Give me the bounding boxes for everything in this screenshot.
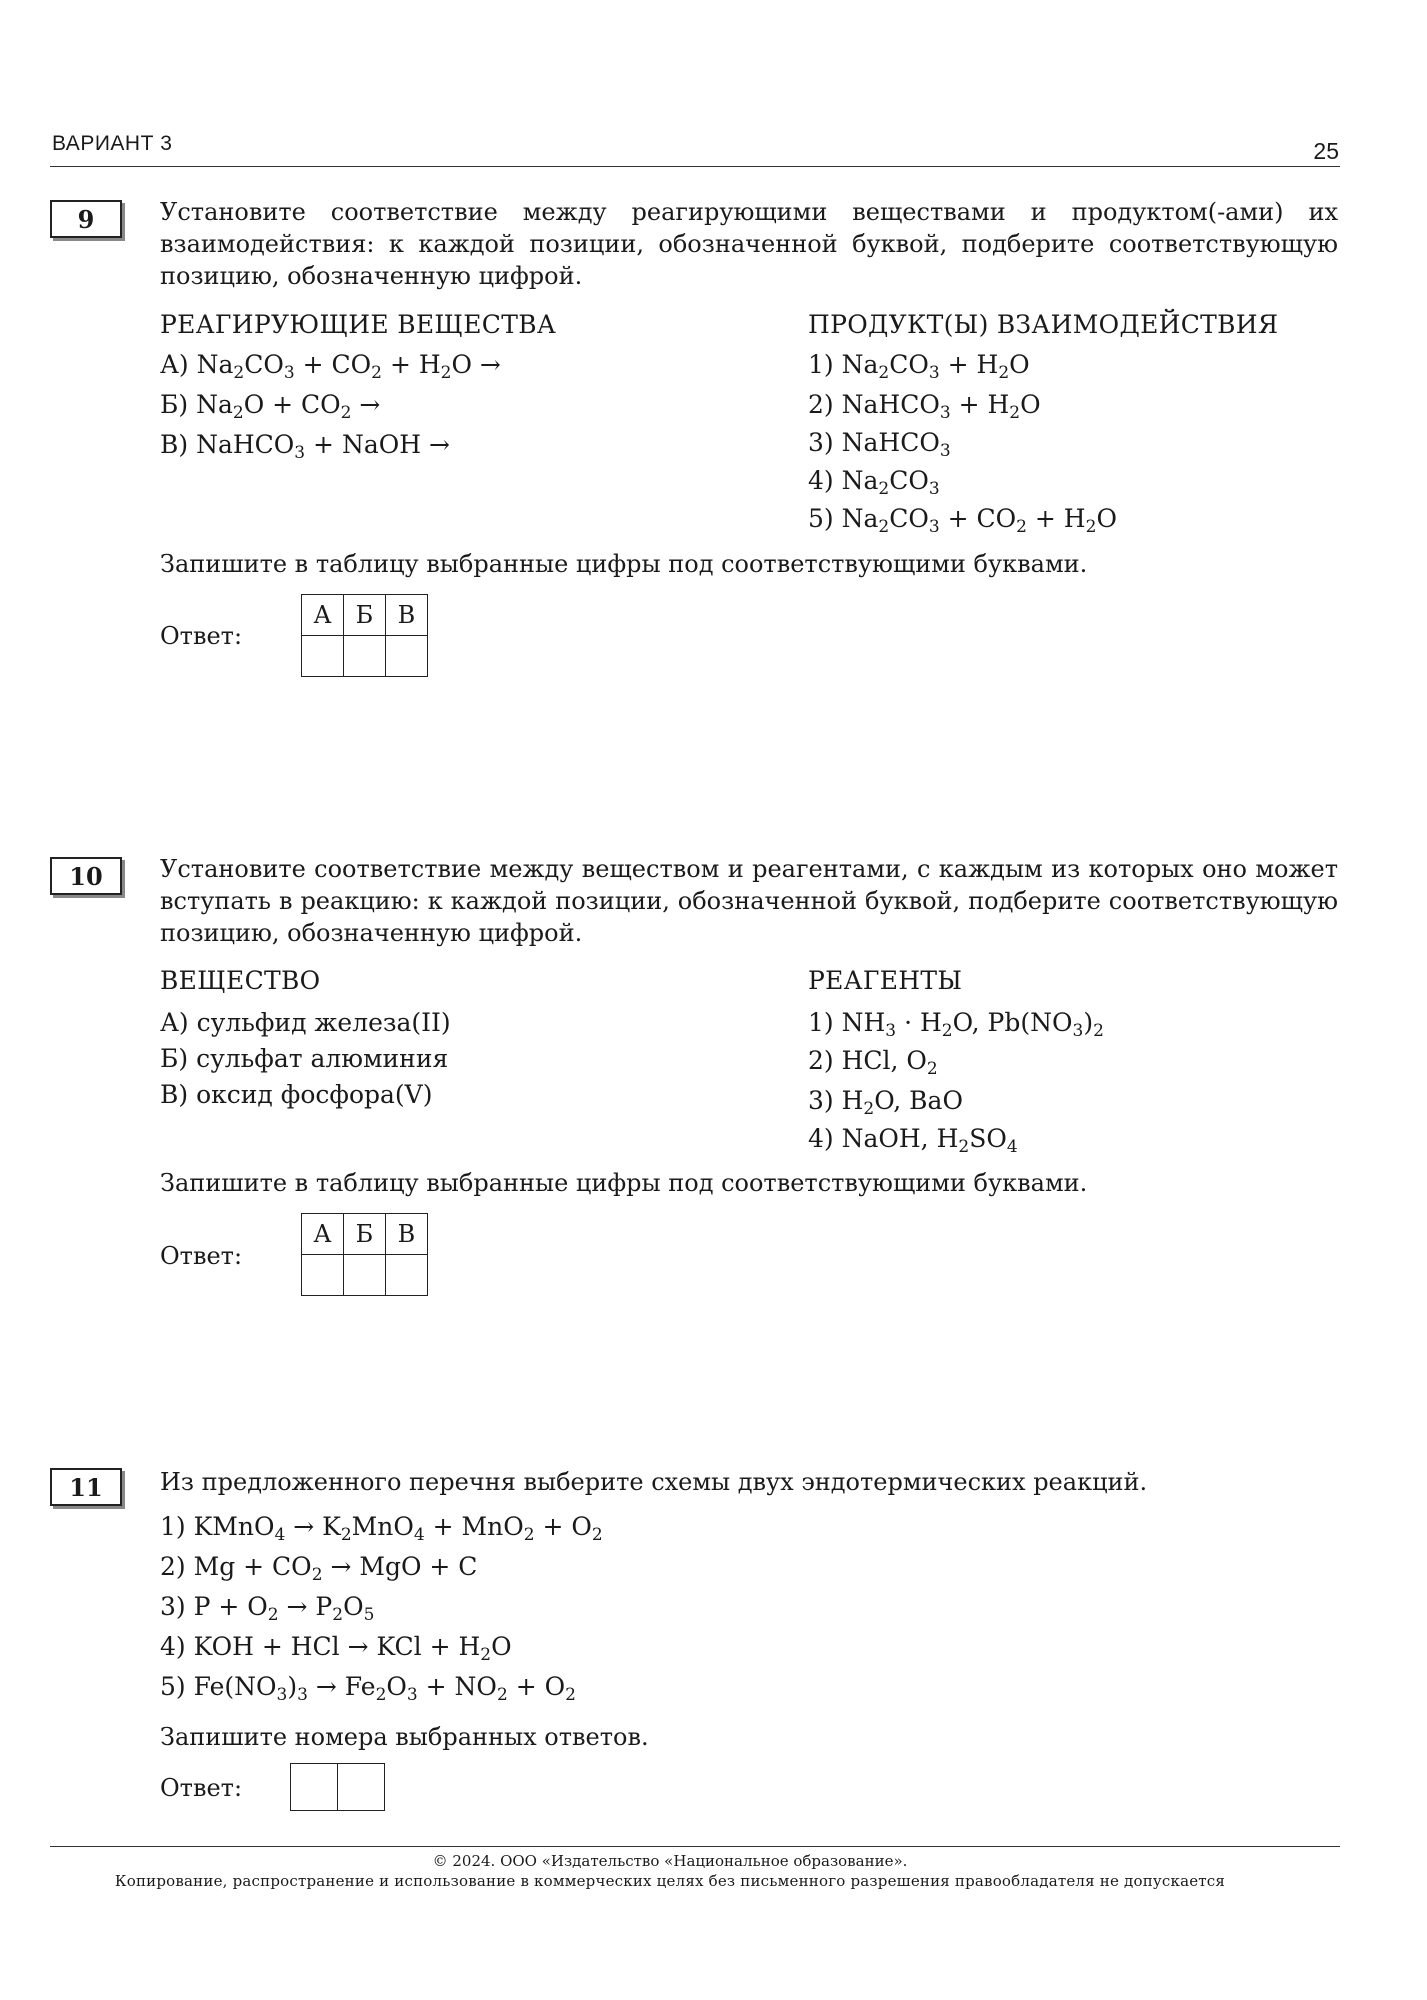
header-divider: [50, 166, 1340, 167]
q10-answer-table: [301, 1213, 428, 1296]
q10-right-item: 4) NaOH, $H_2SO_4$: [808, 1124, 1018, 1157]
variant-title: ВАРИАНТ 3: [52, 132, 173, 155]
q9-right-item: 5) $Na_2CO_3 + CO_2 + H_2O$: [808, 504, 1117, 537]
q10-right-item: 1) $NH_3 \cdot H_2O$, $Pb(NO_3)_2$: [808, 1008, 1104, 1041]
q9-right-item: 4) $Na_2CO_3$: [808, 466, 940, 499]
q10-left-item: В) оксид фосфора(V): [160, 1080, 433, 1109]
q9-answer-cell-v[interactable]: [386, 636, 428, 677]
q11-option: 4) KOH + HCl → KCl + $H_2O$: [160, 1632, 512, 1665]
q9-table-header: А: [302, 595, 344, 636]
q11-option: 3) $P + O_2 \to P_2O_5$: [160, 1592, 375, 1625]
q10-right-header: РЕАГЕНТЫ: [808, 966, 963, 995]
q10-left-item: Б) сульфат алюминия: [160, 1044, 449, 1073]
q11-answer-boxes: [290, 1763, 385, 1811]
question-11-number: 11: [50, 1468, 122, 1506]
question-10-number: 10: [50, 857, 122, 895]
q10-answer-cell-b[interactable]: [344, 1255, 386, 1296]
q9-table-instruction: Запишите в таблицу выбранные цифры под соответствующими буквами.: [160, 550, 1088, 578]
question-10-instruction: Установите соответствие между веществом и реагентами, с каждым из которых оно может вступать в реакцию: к каждой позиции, обозначенной буквой, подберите соответствующую позицию, обозначенную цифрой.: [160, 855, 1338, 947]
q9-table-header: В: [386, 595, 428, 636]
page-number: 25: [1313, 138, 1339, 164]
q9-table-header: Б: [344, 595, 386, 636]
q9-left-header: РЕАГИРУЮЩИЕ ВЕЩЕСТВА: [160, 310, 557, 339]
q10-table-header: В: [386, 1214, 428, 1255]
q11-answer-instruction: Запишите номера выбранных ответов.: [160, 1723, 649, 1751]
q10-answer-cell-a[interactable]: [302, 1255, 344, 1296]
q9-answer-cell-a[interactable]: [302, 636, 344, 677]
q11-option: 2) $Mg + CO_2$ → MgO + C: [160, 1552, 478, 1585]
q11-answer-box-2[interactable]: [337, 1764, 384, 1810]
q9-answer-cell-b[interactable]: [344, 636, 386, 677]
q9-right-item: 2) NaHCO$_3$ + $H_2O$: [808, 390, 1041, 423]
q11-option: 5) $Fe(NO_3)_3 \to Fe_2O_3 + NO_2 + O_2$: [160, 1672, 576, 1705]
footer-copyright: © 2024. ООО «Издательство «Национальное образование».: [432, 1852, 908, 1870]
q9-right-item: 3) NaHCO$_3$: [808, 428, 951, 461]
q9-right-header: ПРОДУКТ(Ы) ВЗАИМОДЕЙСТВИЯ: [808, 310, 1279, 339]
question-11-instruction: Из предложенного перечня выберите схемы двух эндотермических реакций.: [160, 1468, 1148, 1496]
q9-answer-table: [301, 594, 428, 677]
q10-table-header: А: [302, 1214, 344, 1255]
q10-answer-cell-v[interactable]: [386, 1255, 428, 1296]
q11-option: 1) KMnO$_4$ → $K_2MnO_4 + MnO_2 + O_2$: [160, 1512, 603, 1545]
q10-table-header: Б: [344, 1214, 386, 1255]
q9-left-item: Б) $Na_2O + CO_2$ →: [160, 390, 381, 423]
footer-divider: [50, 1846, 1340, 1847]
q10-right-item: 3) $H_2O$, BaO: [808, 1086, 963, 1119]
q10-left-header: ВЕЩЕСТВО: [160, 966, 321, 995]
q9-left-item: А) $Na_2CO_3 + CO_2 + H_2O$ →: [160, 350, 501, 383]
q10-table-instruction: Запишите в таблицу выбранные цифры под соответствующими буквами.: [160, 1169, 1088, 1197]
q11-answer-box-1[interactable]: [291, 1764, 337, 1810]
q9-left-item: В) NaHCO$_3$ + NaOH →: [160, 430, 450, 463]
question-9-number: 9: [50, 200, 122, 238]
footer-notice: Копирование, распространение и использование в коммерческих целях без письменного разрешения правообладателя не допускается: [114, 1872, 1226, 1890]
q9-right-item: 1) $Na_2CO_3 + H_2O$: [808, 350, 1030, 383]
q10-left-item: А) сульфид железа(II): [160, 1008, 451, 1037]
q11-answer-label: Ответ:: [160, 1774, 243, 1802]
q10-answer-label: Ответ:: [160, 1242, 243, 1270]
q9-answer-label: Ответ:: [160, 622, 243, 650]
question-9-instruction: Установите соответствие между реагирующими веществами и продуктом(-ами) их взаимодействия: к каждой позиции, обозначенной буквой, подберите соответствующую позицию, обозначенную цифрой.: [160, 198, 1338, 290]
q10-right-item: 2) HCl, $O_2$: [808, 1046, 938, 1079]
